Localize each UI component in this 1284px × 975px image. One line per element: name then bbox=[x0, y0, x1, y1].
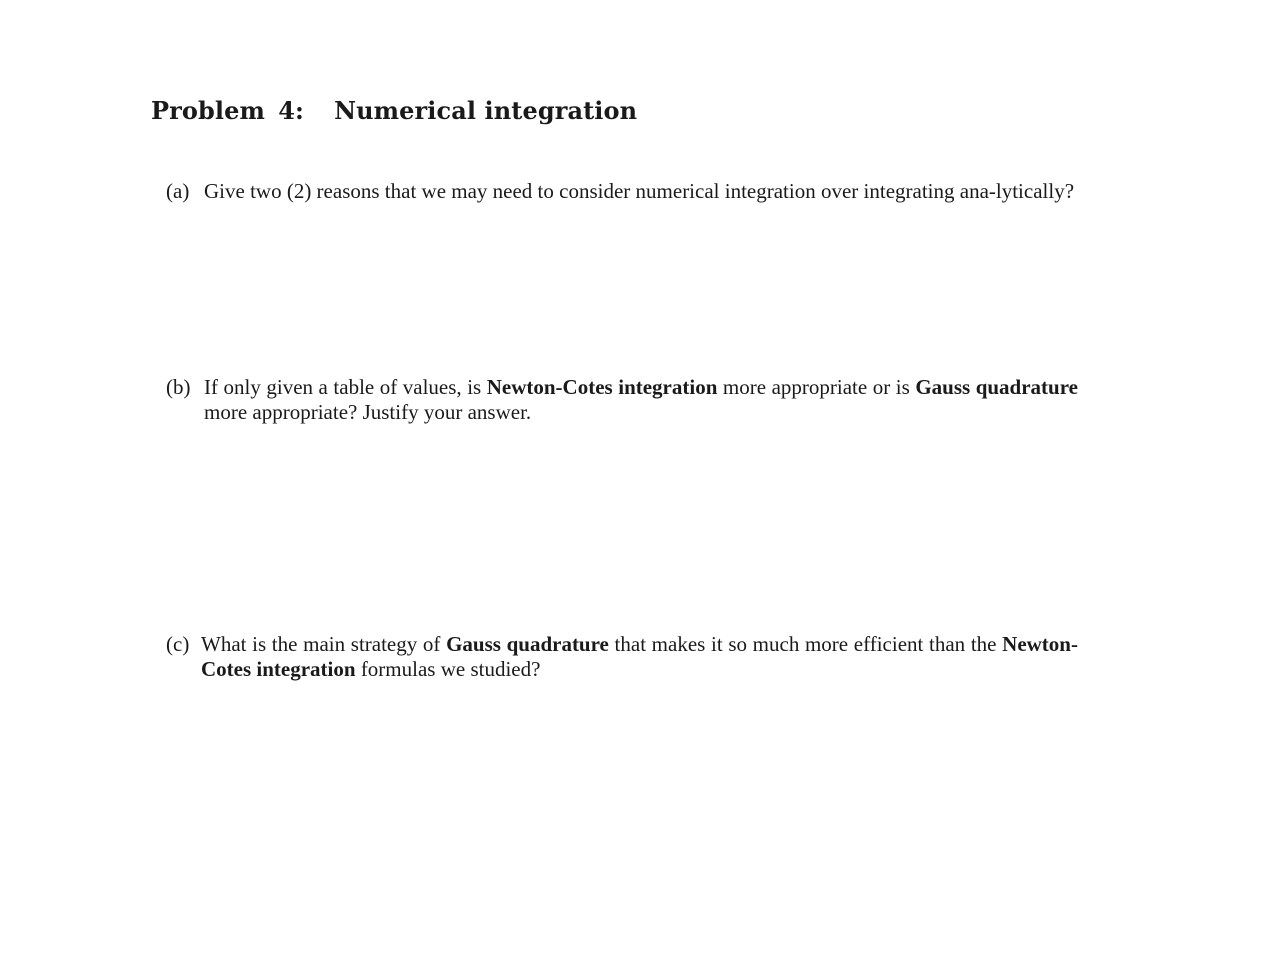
part-b-term-gauss-quadrature: Gauss quadrature bbox=[915, 375, 1078, 399]
part-b-segment: If only given a table of values, is bbox=[204, 375, 487, 399]
part-b-label: (b) bbox=[166, 375, 191, 399]
question-part-a bbox=[166, 179, 1078, 204]
part-c-segment: What is the main strategy of bbox=[201, 632, 447, 656]
problem-heading bbox=[151, 96, 637, 125]
question-part-c bbox=[166, 632, 1078, 682]
part-a-label: (a) bbox=[166, 179, 190, 203]
part-a-segment: Give two (2) reasons that we may need to consider numerical integration over integrating ana-lytically? bbox=[204, 179, 1075, 203]
part-c-segment: that makes it so much more efficient than the bbox=[608, 632, 1003, 656]
problem-number: 4 bbox=[278, 96, 296, 125]
part-b-segment: more appropriate? Justify your answer. bbox=[204, 400, 532, 424]
part-c-term-newton-cotes: Newton-Cotes integration bbox=[201, 632, 1078, 681]
part-c-label: (c) bbox=[166, 632, 190, 656]
problem-colon: : bbox=[295, 96, 305, 125]
problem-title: Numerical integration bbox=[334, 96, 638, 125]
question-part-b bbox=[166, 375, 1078, 425]
part-c-term-gauss-quadrature: Gauss quadrature bbox=[446, 632, 609, 656]
problem-word: Problem bbox=[151, 96, 265, 125]
part-b-term-newton-cotes: Newton-Cotes integration bbox=[486, 375, 718, 399]
part-b-text bbox=[204, 375, 1078, 425]
part-a-text bbox=[204, 179, 1078, 204]
part-c-text bbox=[201, 632, 1078, 682]
part-c-segment: formulas we studied? bbox=[355, 657, 541, 681]
part-b-segment: more appropriate or is bbox=[717, 375, 916, 399]
